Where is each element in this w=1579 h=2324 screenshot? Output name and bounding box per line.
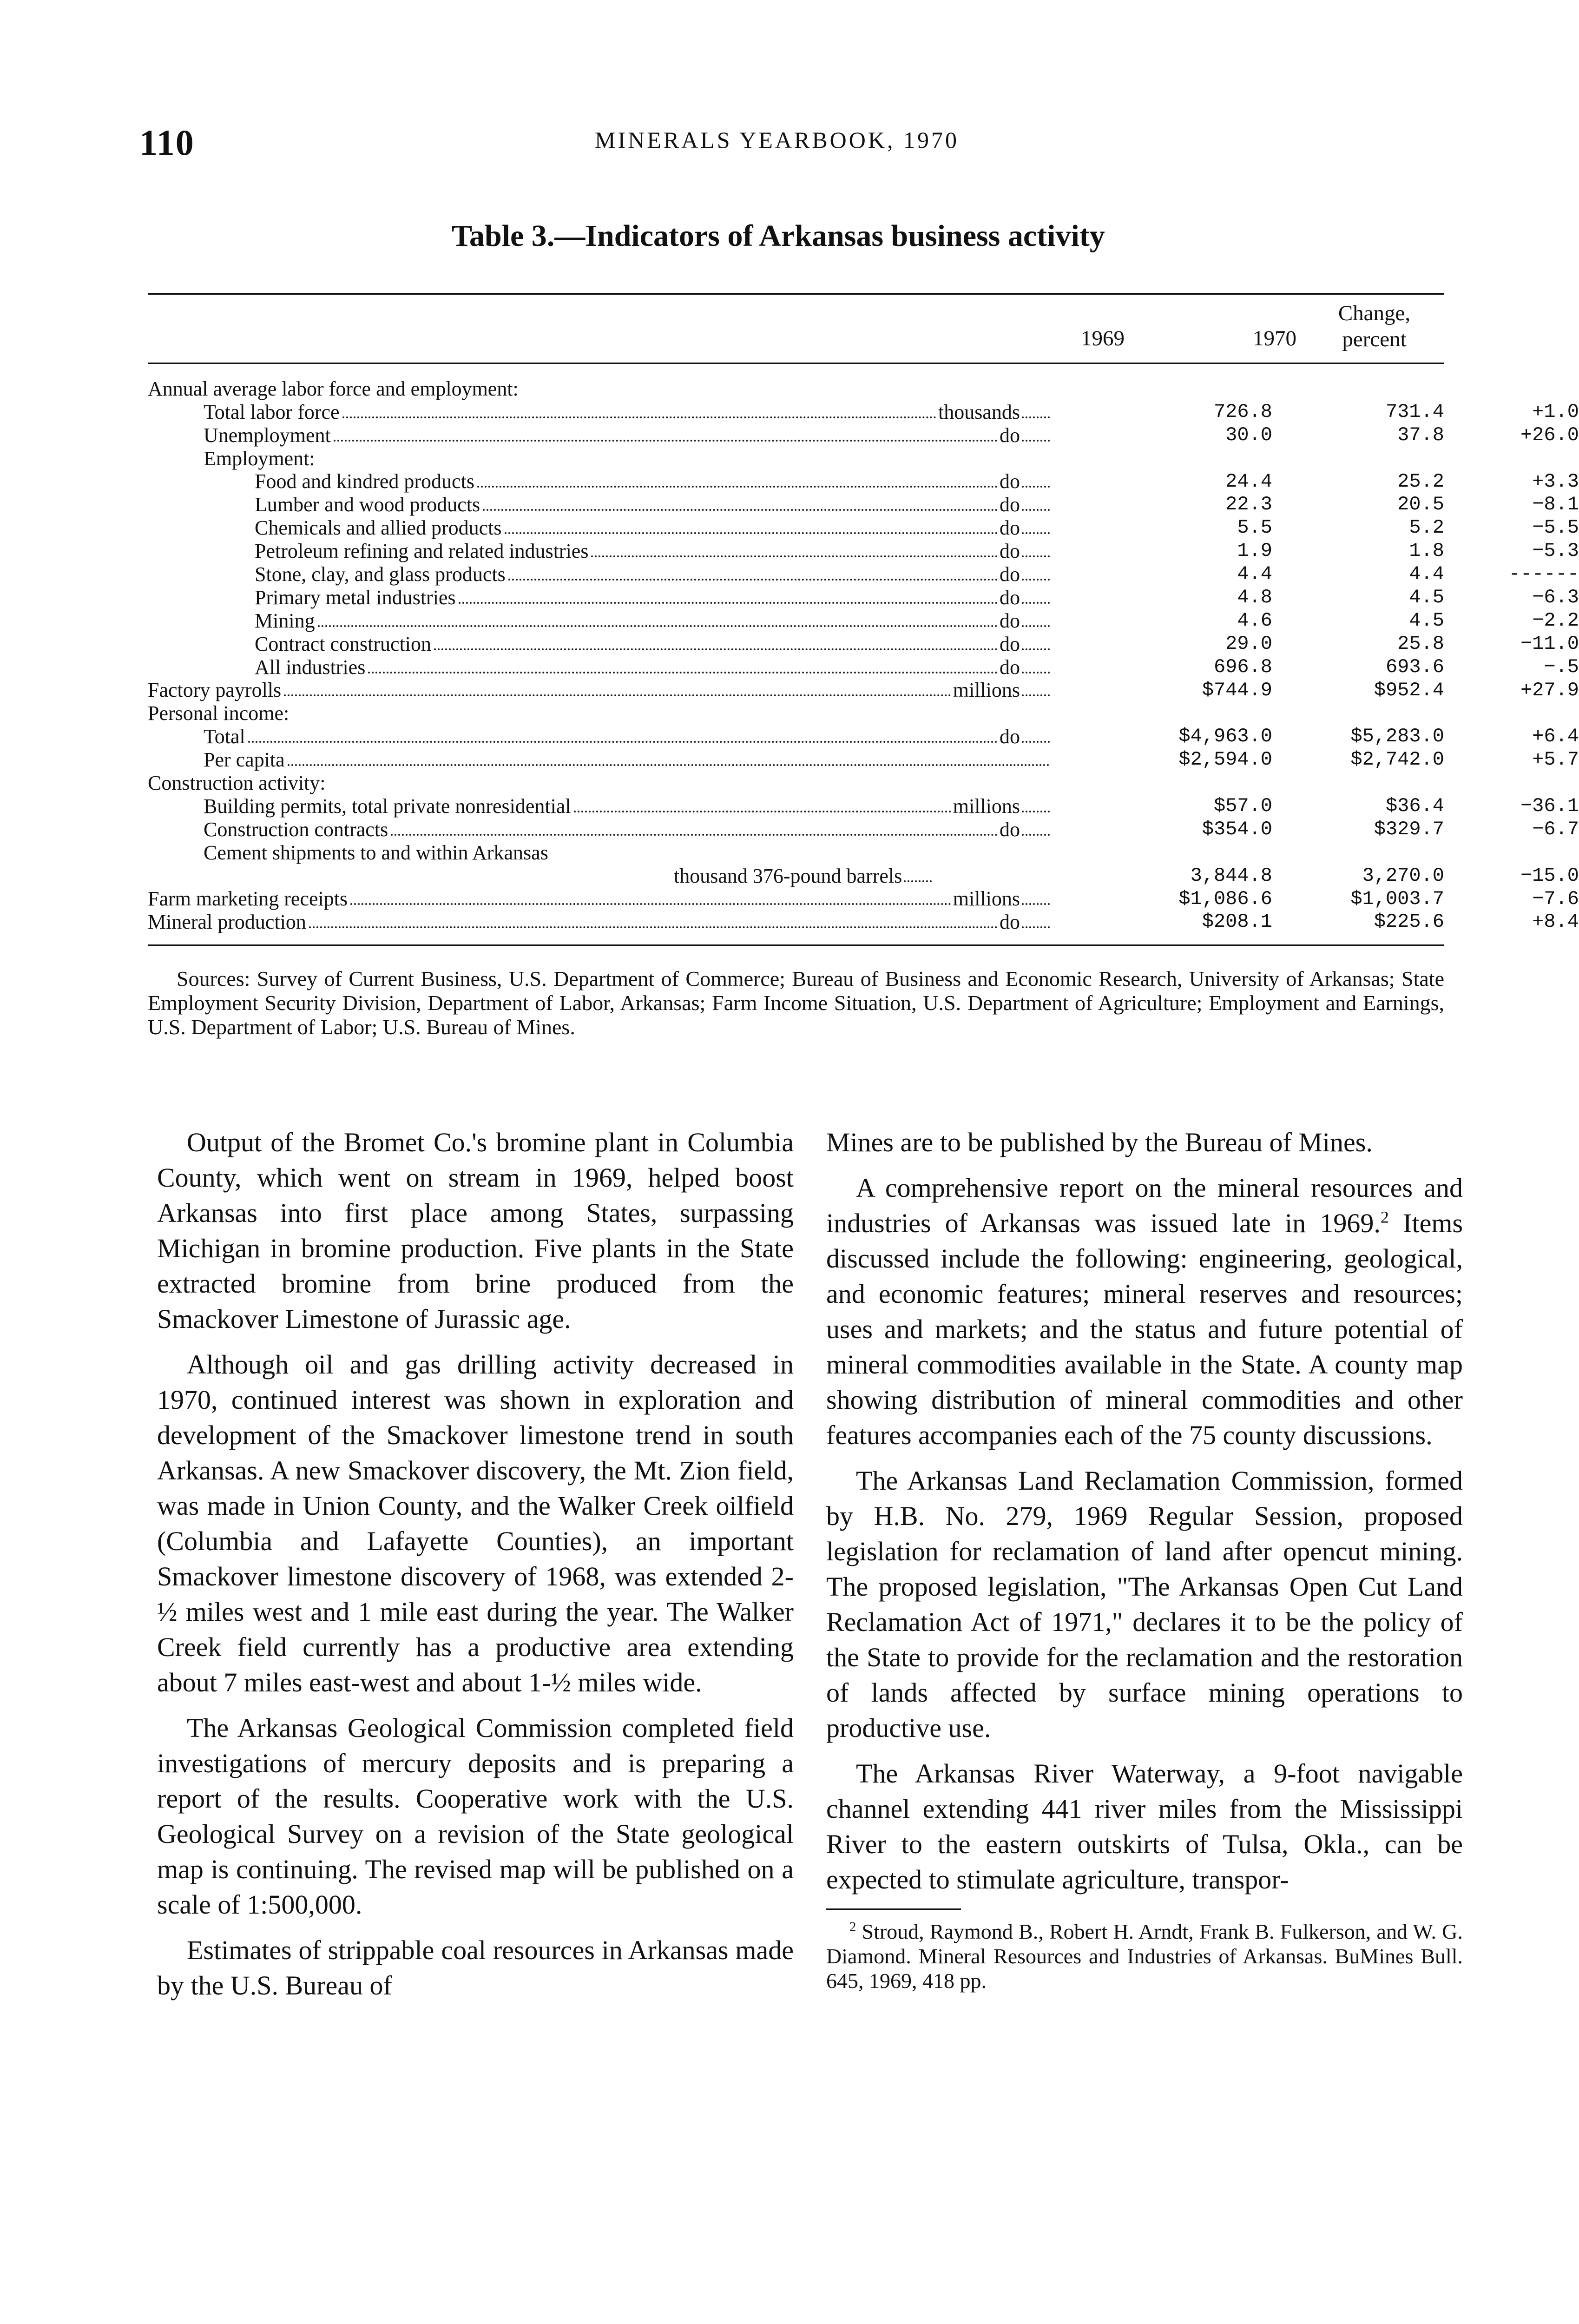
value-1969: 5.5: [1237, 516, 1272, 539]
value-1970: 3,270.0: [1362, 864, 1444, 887]
page-number: 110: [139, 122, 195, 163]
paragraph: Although oil and gas drilling activity decreased in 1970, continued interest was shown in exploration and development of the Smackover limestone trend in south Arkansas. A new Smackover discovery, the Mt. Zion field, was made in Union County, and the Walker Creek oilfield (Columbia and Lafayette Counties), an important Smackover limestone discovery of 1968, was extended 2-½ miles west and 1 mile east during the year. The Walker Creek field currently has a productive area extending about 7 miles east-west and about 1-½ miles wide.: [157, 1349, 794, 1697]
table-row: [148, 794, 1579, 818]
table-row: [148, 655, 1579, 679]
row-unit: do: [1000, 911, 1020, 934]
dot-leader: [1022, 579, 1050, 581]
row-label: Cement shipments to and within Arkansas: [204, 841, 548, 864]
row-label: Petroleum refining and related industries: [255, 540, 589, 563]
col-header-1970: 1970: [1253, 326, 1296, 350]
dot-leader: [248, 741, 998, 743]
value-1970: 4.5: [1409, 609, 1444, 632]
value-1969: 726.8: [1213, 400, 1272, 423]
row-label: Chemicals and allied products: [255, 516, 502, 540]
dot-leader: [434, 648, 998, 650]
row-unit: thousands: [938, 400, 1020, 423]
table-row: [148, 586, 1579, 609]
row-label: Stone, clay, and glass products: [255, 563, 506, 586]
dot-leader: [591, 555, 998, 557]
value-change: −11.0: [1520, 632, 1579, 655]
value-1969: 4.4: [1237, 563, 1272, 586]
row-unit: millions: [953, 887, 1020, 911]
dot-leader: [1022, 509, 1050, 511]
row-label: Construction activity:: [148, 772, 326, 795]
value-change: +1.0: [1532, 400, 1579, 423]
row-unit: millions: [953, 679, 1020, 702]
table-row: [148, 447, 1444, 470]
value-change: +26.0: [1520, 423, 1579, 446]
footnote-text: Stroud, Raymond B., Robert H. Arndt, Frank B. Fulkerson, and W. G. Diamond. Mineral Resources and Industries of Arkansas. BuMines Bull. 645, 1969, 418 pp.: [826, 1920, 1463, 1993]
body-column-left: [157, 1125, 794, 2014]
value-1969: 3,844.8: [1190, 864, 1272, 887]
row-unit: do: [1000, 609, 1020, 632]
dot-leader: [1022, 602, 1050, 604]
table-row: [148, 748, 1579, 772]
value-1970: 731.4: [1385, 400, 1444, 423]
dot-leader: [1022, 741, 1050, 743]
row-unit: do: [1000, 516, 1020, 540]
running-head: MINERALS YEARBOOK, 1970: [595, 127, 959, 153]
row-unit: do: [1000, 493, 1020, 516]
table-row: [148, 679, 1579, 702]
value-1970: $2,742.0: [1350, 748, 1444, 771]
value-1969: $57.0: [1213, 795, 1272, 818]
value-1970: $36.4: [1385, 795, 1444, 818]
table-row: [148, 702, 1444, 725]
row-label: All industries: [255, 655, 366, 679]
row-label: Per capita: [204, 748, 285, 772]
value-1970: $1,003.7: [1350, 887, 1444, 910]
dot-leader: [284, 694, 951, 696]
body-column-right: [826, 1125, 1463, 1993]
dot-leader: [1022, 416, 1050, 418]
value-1969: 24.4: [1225, 470, 1272, 493]
dot-leader: [1022, 926, 1050, 928]
value-change: −15.0: [1520, 864, 1579, 887]
value-change: ------: [1508, 563, 1579, 586]
dot-leader: [342, 416, 936, 418]
value-1970: 1.8: [1409, 540, 1444, 562]
value-1969: 30.0: [1225, 423, 1272, 446]
row-unit: do: [1000, 586, 1020, 609]
dot-leader: [477, 486, 998, 488]
value-1969: $2,594.0: [1178, 748, 1272, 771]
row-label: Construction contracts: [204, 818, 388, 841]
value-1969: $354.0: [1202, 818, 1272, 840]
dot-leader: [368, 672, 998, 673]
table-row: [148, 400, 1579, 424]
row-label: Total labor force: [204, 400, 340, 423]
dot-leader: [288, 764, 1050, 766]
value-1970: 5.2: [1409, 516, 1444, 539]
dot-leader: [574, 811, 951, 812]
value-1969: 4.8: [1237, 586, 1272, 609]
row-unit: do: [1000, 655, 1020, 679]
paragraph: The Arkansas River Waterway, a 9-foot navigable channel extending 441 river miles from the Mississippi River to the eastern outskirts of Tulsa, Okla., can be expected to stimulate agriculture, transpor-: [826, 1758, 1463, 1895]
table-header-rule: [148, 363, 1444, 364]
data-table: [148, 377, 1579, 934]
value-1969: $744.9: [1202, 679, 1272, 701]
dot-leader: [904, 880, 932, 882]
value-1969: 22.3: [1225, 493, 1272, 516]
value-change: −5.5: [1532, 516, 1579, 539]
paragraph-text: A comprehensive report on the mineral resources and industries of Arkansas was issued late in 1969.: [826, 1173, 1463, 1238]
dot-leader: [350, 903, 951, 905]
row-unit: do: [1000, 818, 1020, 841]
dot-leader: [459, 602, 998, 604]
value-1970: 25.8: [1397, 632, 1444, 655]
paragraph: Estimates of strippable coal resources in Arkansas made by the U.S. Bureau of: [157, 1935, 794, 2000]
table-bottom-rule: [148, 944, 1444, 946]
paragraph-text: Items discussed include the following: engineering, geological, and economic features; mineral reserves and resources; uses and markets; and the status and future potential of mineral commodities available in the State. A county map showing distribution of mineral commodities and other features accompanies each of the 75 county discussions.: [826, 1208, 1463, 1450]
dot-leader: [1022, 648, 1050, 650]
row-label: Annual average labor force and employment:: [148, 377, 519, 400]
dot-leader: [505, 532, 998, 534]
footnote-reference: 2: [1380, 1208, 1389, 1227]
row-label: Lumber and wood products: [255, 493, 480, 516]
table-row: [148, 423, 1579, 447]
dot-leader: [1022, 903, 1050, 905]
value-change: −2.2: [1532, 609, 1579, 632]
dot-leader: [1022, 555, 1050, 557]
footnote-number: 2: [849, 1920, 856, 1934]
value-1970: 693.6: [1385, 655, 1444, 678]
value-change: −6.3: [1532, 586, 1579, 609]
dot-leader: [1022, 811, 1050, 812]
dot-leader: [334, 440, 998, 442]
row-label: Farm marketing receipts: [148, 887, 348, 911]
dot-leader: [483, 509, 998, 511]
value-1970: $952.4: [1374, 679, 1444, 701]
row-label: Personal income:: [148, 702, 289, 725]
table-row: [148, 493, 1579, 516]
col-header-change: Change, percent: [1338, 301, 1411, 351]
table-row: [148, 864, 1579, 888]
value-change: −5.3: [1532, 540, 1579, 562]
value-change: +8.4: [1532, 911, 1579, 933]
paragraph: Mines are to be published by the Bureau of Mines.: [826, 1127, 1373, 1157]
row-label: Factory payrolls: [148, 679, 282, 702]
value-1969: $208.1: [1202, 911, 1272, 933]
value-1970: 4.4: [1409, 563, 1444, 586]
table-top-rule: [148, 293, 1444, 295]
value-1970: $225.6: [1374, 911, 1444, 933]
table-row: [148, 516, 1579, 540]
dot-leader: [508, 579, 998, 581]
dot-leader: [1022, 625, 1050, 627]
row-label: Total: [204, 725, 245, 748]
value-1969: 29.0: [1225, 632, 1272, 655]
footnote: [826, 1919, 1463, 1993]
dot-leader: [1022, 672, 1050, 673]
table-row: [148, 911, 1579, 934]
value-1970: $5,283.0: [1350, 725, 1444, 748]
value-1969: $4,963.0: [1178, 725, 1272, 748]
value-1970: $329.7: [1374, 818, 1444, 840]
value-change: +6.4: [1532, 725, 1579, 748]
value-1969: 4.6: [1237, 609, 1272, 632]
row-label: Employment:: [204, 447, 315, 470]
col-header-1969: 1969: [1081, 326, 1125, 350]
value-1970: 25.2: [1397, 470, 1444, 493]
table-row: [148, 632, 1579, 656]
dot-leader: [309, 926, 998, 928]
value-change: −36.1: [1520, 795, 1579, 818]
row-unit: millions: [953, 794, 1020, 818]
paragraph: Output of the Bromet Co.'s bromine plant in Columbia County, which went on stream in 1969, helped boost Arkansas into first place among States, surpassing Michigan in bromine production. Five plants in the State extracted bromine from brine produced from the Smackover Limestone of Jurassic age.: [157, 1127, 794, 1334]
table-row: [148, 772, 1444, 795]
table-row: [148, 609, 1579, 633]
value-change: +3.3: [1532, 470, 1579, 493]
value-change: −6.7: [1532, 818, 1579, 840]
table-row: [148, 377, 1444, 401]
dot-leader: [1022, 532, 1050, 534]
row-unit: thousand 376-pound barrels: [674, 864, 902, 887]
value-1969: 1.9: [1237, 540, 1272, 562]
paragraph: The Arkansas Land Reclamation Commission, formed by H.B. No. 279, 1969 Regular Session, proposed legislation for reclamation of land after opencut mining. The proposed legislation, "The Arkansas Open Cut Land Reclamation Act of 1971," declares it to be the policy of the State to provide for the reclamation and the restoration of lands affected by surface mining operations to productive use.: [826, 1466, 1463, 1743]
row-label: Food and kindred products: [255, 470, 474, 493]
value-1970: 20.5: [1397, 493, 1444, 516]
value-change: +5.7: [1532, 748, 1579, 771]
table-row: [148, 818, 1579, 841]
value-1970: 4.5: [1409, 586, 1444, 609]
paragraph: [826, 1170, 1463, 1453]
paragraph: The Arkansas Geological Commission completed field investigations of mercury deposits and is preparing a report of the results. Cooperative work with the U.S. Geological Survey on a revision of the State geological map is continuing. The revised map will be published on a scale of 1:500,000.: [157, 1713, 794, 1920]
row-unit: do: [1000, 540, 1020, 563]
table-row: [148, 887, 1579, 911]
table-title: Table 3.—Indicators of Arkansas business activity: [452, 219, 1105, 253]
value-change: −8.1: [1532, 493, 1579, 516]
table-row: [148, 725, 1579, 748]
value-change: −.5: [1544, 655, 1579, 678]
table-row: [148, 841, 1444, 865]
dot-leader: [1022, 834, 1050, 836]
value-1970: 37.8: [1397, 423, 1444, 446]
dot-leader: [391, 834, 998, 836]
value-1969: 696.8: [1213, 655, 1272, 678]
table-row: [148, 540, 1579, 563]
dot-leader: [1022, 440, 1050, 442]
dot-leader: [1022, 694, 1050, 696]
row-unit: do: [1000, 423, 1020, 447]
table-sources-note: Sources: Survey of Current Business, U.S. Department of Commerce; Bureau of Business and Economic Research, University of Arkansas; State Employment Security Division, Department of Labor, Arkansas; Farm Income Situation, U.S. Department of Agriculture; Employment and Earnings, U.S. Department of Labor; U.S. Bureau of Mines.: [148, 967, 1444, 1039]
row-label: Primary metal industries: [255, 586, 456, 609]
row-label: Building permits, total private nonresidential: [204, 794, 571, 818]
row-unit: do: [1000, 470, 1020, 493]
table-row: [148, 470, 1579, 494]
row-unit: do: [1000, 563, 1020, 586]
row-label: Contract construction: [255, 632, 432, 655]
dot-leader: [318, 625, 998, 627]
value-change: −7.6: [1532, 887, 1579, 910]
row-unit: do: [1000, 725, 1020, 748]
footnote-rule: [826, 1908, 961, 1910]
row-label: Mining: [255, 609, 315, 632]
value-1969: $1,086.6: [1178, 887, 1272, 910]
row-unit: do: [1000, 632, 1020, 655]
table-row: [148, 563, 1579, 586]
dot-leader: [1022, 486, 1050, 488]
value-change: +27.9: [1520, 679, 1579, 701]
row-label: Unemployment: [204, 423, 331, 447]
row-label: Mineral production: [148, 911, 306, 934]
